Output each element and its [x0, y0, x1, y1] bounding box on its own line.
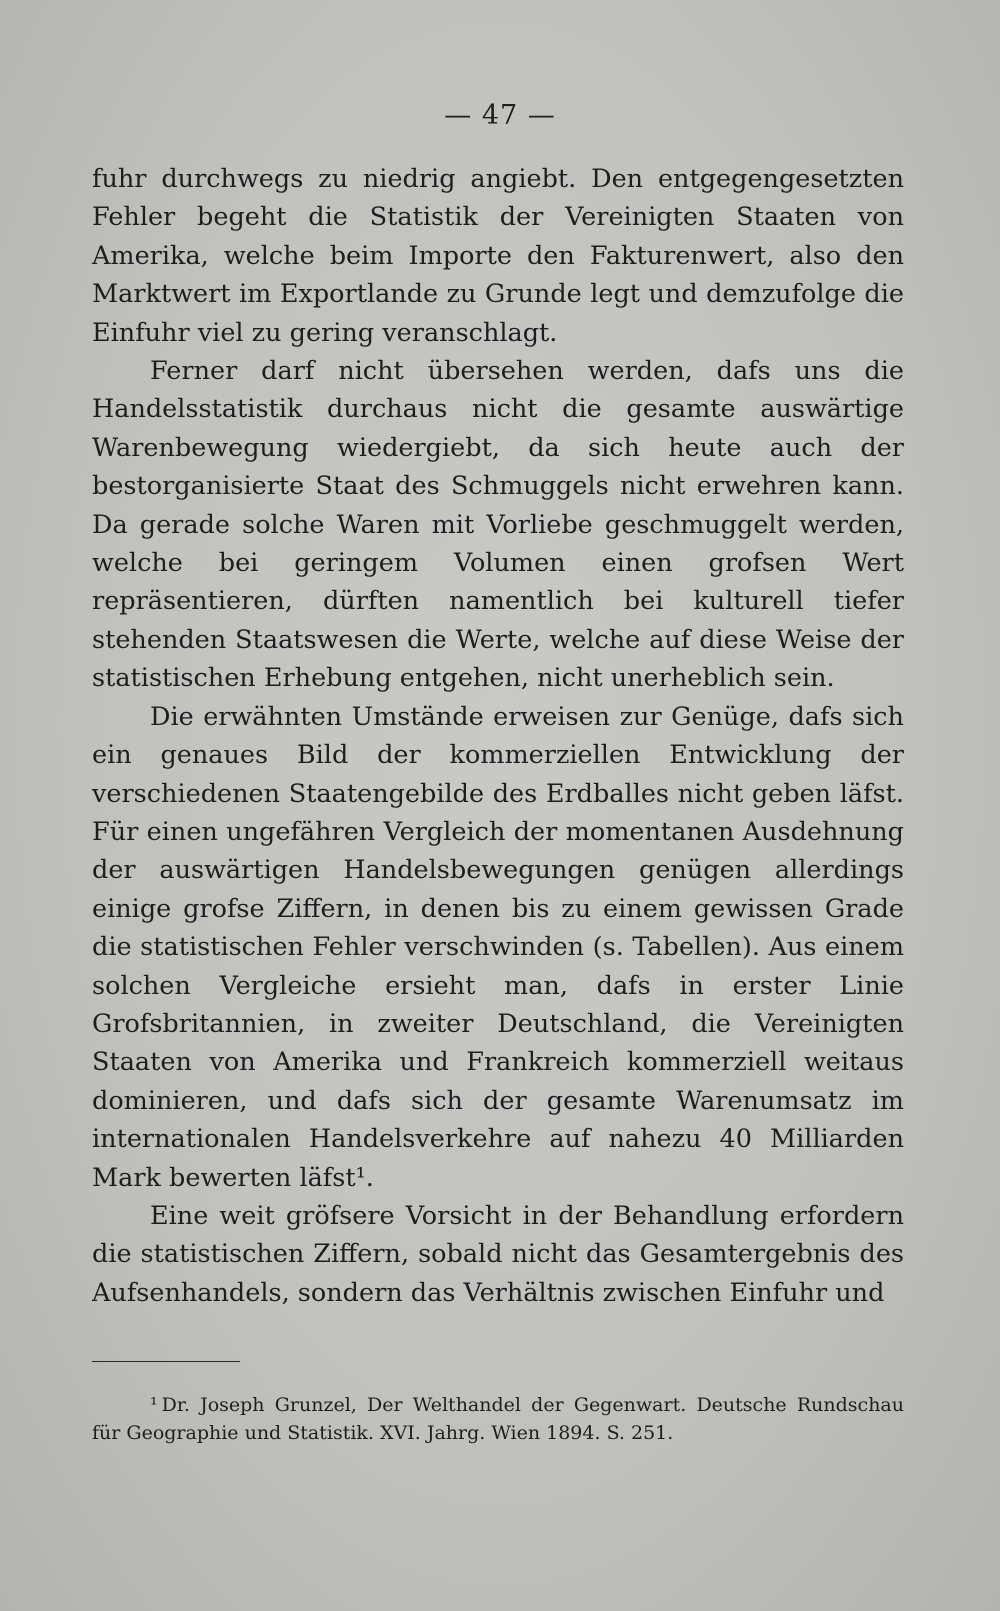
- paragraph: fuhr durchwegs zu niedrig angiebt. Den entgegengesetzten Fehler begeht die Statistik der Vereinigten Staaten von Amerika, welche beim Importe den Fakturenwert, also den Marktwert im Exportlande zu Grunde legt und demzufolge die Einfuhr viel zu gering veranschlagt.: [92, 164, 904, 348]
- footnote-divider: [92, 1361, 240, 1362]
- footnote: [92, 1391, 904, 1447]
- paragraph: Eine weit gröfsere Vorsicht in der Behandlung erfordern die statistischen Ziffern, sobald nicht das Gesamtergebnis des Aufsenhandels, sondern das Verhältnis zwischen Einfuhr und: [92, 1200, 904, 1308]
- footnote-marker: ¹: [150, 1394, 158, 1416]
- paragraph: Ferner darf nicht übersehen werden, dafs uns die Handelsstatistik durchaus nicht die gesamte auswärtige Warenbewegung wiedergiebt, da sich heute auch der bestorganisierte Staat des Schmuggels nicht erwehren kann. Da gerade solche Waren mit Vorliebe geschmuggelt werden, welche bei geringem Volumen einen grofsen Wert repräsentieren, dürften namentlich bei kulturell tiefer stehenden Staatswesen die Werte, welche auf diese Weise der statistischen Erhebung entgehen, nicht unerheblich sein.: [92, 356, 904, 694]
- body-text: [92, 160, 904, 1312]
- paragraph: Die erwähnten Umstände erweisen zur Genüge, dafs sich ein genaues Bild der kommerziellen Entwicklung der verschiedenen Staatengebilde des Erdballes nicht geben läfst. Für einen ungefähren Vergleich der momentanen Ausdehnung der auswärtigen Handelsbewegungen genügen allerdings einige grofse Ziffern, in denen bis zu einem gewissen Grade die statistischen Fehler verschwinden (s. Tabellen). Aus einem solchen Vergleiche ersieht man, dafs in erster Linie Grofsbritannien, in zweiter Deutschland, die Vereinigten Staaten von Amerika und Frankreich kommerziell weitaus dominieren, und dafs sich der gesamte Warenumsatz im internationalen Handelsverkehre auf nahezu 40 Milliarden Mark bewerten läfst¹.: [92, 701, 904, 1193]
- page-number: — 47 —: [444, 100, 556, 131]
- footnote-text: Dr. Joseph Grunzel, Der Welthandel der Gegenwart. Deutsche Rundschau für Geographie und Statistik. XVI. Jahrg. Wien 1894. S. 251.: [92, 1394, 904, 1444]
